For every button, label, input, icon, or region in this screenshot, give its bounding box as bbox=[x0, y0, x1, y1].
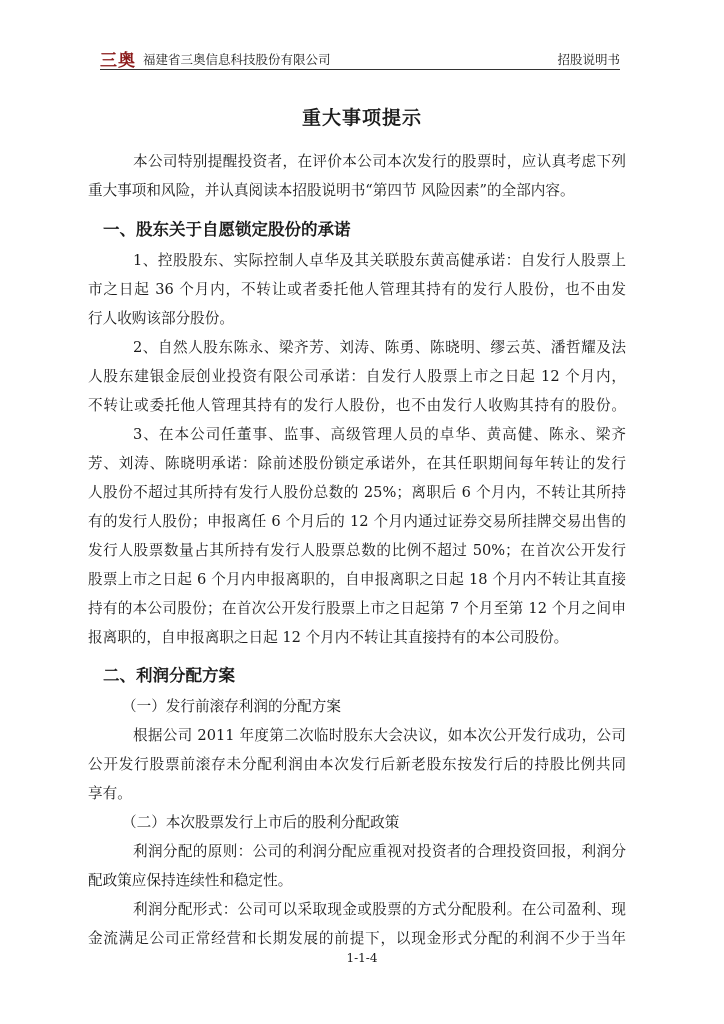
body-line: 持有的本公司股份；在首次公开发行股票上市之日起第 7 个月至第 12 个月之间申 bbox=[88, 600, 626, 617]
page-title: 重大事项提示 bbox=[301, 107, 422, 129]
header-rule bbox=[100, 69, 620, 70]
body-line: 公开发行股票前滚存未分配利润由本次发行后新老股东按发行后的持股比例共同 bbox=[88, 756, 626, 773]
body-line: 2、自然人股东陈永、梁齐芳、刘涛、陈勇、陈晓明、缪云英、潘哲耀及法 bbox=[133, 339, 626, 356]
body-line: 配政策应保持连续性和稳定性。 bbox=[88, 872, 293, 889]
document-type: 招股说明书 bbox=[557, 52, 620, 67]
intro-line: 本公司特别提醒投资者，在评价本公司本次发行的股票时，应认真考虑下列 bbox=[133, 153, 626, 170]
body-line: 金流满足公司正常经营和长期发展的前提下，以现金形式分配的利润不少于当年 bbox=[88, 930, 626, 947]
company-logo: 三奥 bbox=[100, 51, 136, 71]
body-line: 根据公司 2011 年度第二次临时股东大会决议，如本次公开发行成功，公司 bbox=[133, 727, 626, 744]
body-line: 享有。 bbox=[88, 785, 132, 802]
body-line: 报离职的，自申报离职之日起 12 个月内不转让其直接持有的本公司股份。 bbox=[88, 629, 569, 646]
body-line: 3、在本公司任董事、监事、高级管理人员的卓华、黄高健、陈永、梁齐 bbox=[133, 426, 626, 443]
body-line: 行人收购该部分股份。 bbox=[88, 310, 234, 327]
subsection-heading: （一）发行前滚存利润的分配方案 bbox=[122, 698, 341, 715]
body-line: 人股东建银金辰创业投资有限公司承诺：自发行人股票上市之日起 12 个月内， bbox=[88, 368, 626, 385]
section-heading: 一、股东关于自愿锁定股份的承诺 bbox=[103, 220, 351, 239]
intro-line: 重大事项和风险，并认真阅读本招股说明书“第四节 风险因素”的全部内容。 bbox=[88, 182, 575, 199]
page-number: 1-1-4 bbox=[346, 951, 378, 965]
body-line: 利润分配形式：公司可以采取现金或股票的方式分配股利。在公司盈利、现 bbox=[133, 901, 626, 918]
body-line: 人股份不超过其所持有发行人股份总数的 25%；离职后 6 个月内，不转让其所持 bbox=[88, 484, 626, 501]
body-line: 不转让或委托他人管理其持有的发行人股份，也不由发行人收购其持有的股份。 bbox=[88, 397, 626, 414]
body-line: 芳、刘涛、陈晓明承诺：除前述股份锁定承诺外，在其任职期间每年转让的发行 bbox=[88, 455, 626, 472]
page-header bbox=[100, 44, 620, 70]
body-line: 市之日起 36 个月内，不转让或者委托他人管理其持有的发行人股份，也不由发 bbox=[88, 281, 626, 298]
body-line: 利润分配的原则：公司的利润分配应重视对投资者的合理投资回报，利润分 bbox=[133, 843, 626, 860]
body-line: 股票上市之日起 6 个月内申报离职的，自申报离职之日起 18 个月内不转让其直接 bbox=[88, 571, 626, 588]
section-heading: 二、利润分配方案 bbox=[103, 666, 235, 685]
company-name: 福建省三奥信息科技股份有限公司 bbox=[143, 52, 331, 67]
body-line: 有的发行人股份；申报离任 6 个月后的 12 个月内通过证券交易所挂牌交易出售的 bbox=[88, 513, 626, 530]
body-line: 1、控股股东、实际控制人卓华及其关联股东黄高健承诺：自发行人股票上 bbox=[133, 252, 626, 269]
subsection-heading: （二）本次股票发行上市后的股利分配政策 bbox=[122, 814, 400, 831]
body-line: 发行人股票数量占其所持有发行人股票总数的比例不超过 50%；在首次公开发行 bbox=[88, 542, 626, 559]
